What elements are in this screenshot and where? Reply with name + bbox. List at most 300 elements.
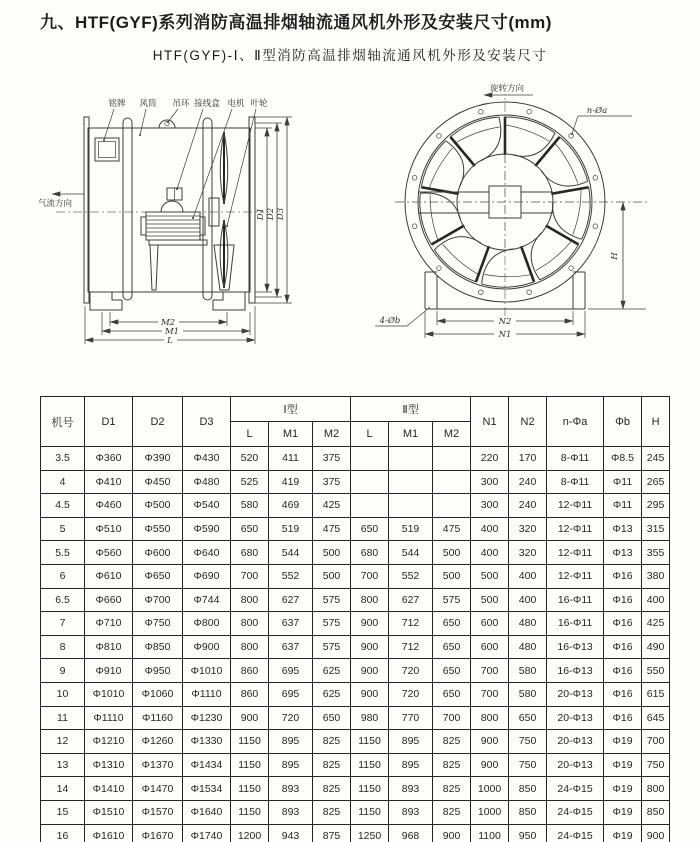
table-cell: Φ390 [133, 447, 183, 471]
table-cell: 469 [269, 494, 313, 518]
dimension-table-body [41, 447, 670, 842]
table-cell: 12 [41, 730, 85, 754]
table-cell: 170 [509, 447, 547, 471]
table-cell: 580 [509, 659, 547, 683]
table-cell: 500 [313, 564, 351, 588]
table-cell: 825 [433, 777, 471, 801]
table-cell: Φ1210 [85, 730, 133, 754]
table-cell: 6.5 [41, 588, 85, 612]
table-cell: 425 [642, 612, 670, 636]
table-cell: 8 [41, 635, 85, 659]
col-header-type2: Ⅱ型 [351, 397, 471, 422]
table-cell: 825 [433, 753, 471, 777]
table-cell: 520 [231, 447, 269, 471]
table-cell: Φ1534 [183, 777, 231, 801]
table-cell: Φ710 [85, 612, 133, 636]
table-cell: 770 [389, 706, 433, 730]
figure-subtitle: HTF(GYF)-Ⅰ、Ⅱ型消防高温排烟轴流通风机外形及安装尺寸 [152, 48, 548, 63]
table-cell: Φ610 [85, 564, 133, 588]
table-row [41, 800, 670, 824]
sub-header-m2-1: M2 [313, 422, 351, 447]
table-cell: Φ1370 [133, 753, 183, 777]
table-cell: 7 [41, 612, 85, 636]
table-cell: 825 [313, 753, 351, 777]
technical-drawing [0, 78, 700, 350]
dim-label-m2: M2 [160, 318, 176, 328]
table-cell: Φ540 [183, 494, 231, 518]
sub-header-l-2: L [351, 422, 389, 447]
table-cell: Φ750 [133, 612, 183, 636]
table-row [41, 777, 670, 801]
table-cell: 895 [389, 753, 433, 777]
part-label-lifting-ring: 吊环 [172, 99, 190, 109]
lifting-ring-part [159, 120, 175, 128]
table-cell: 500 [433, 564, 471, 588]
table-cell: 580 [231, 494, 269, 518]
table-cell: 700 [351, 564, 389, 588]
col-header-n1: N1 [471, 397, 509, 447]
table-cell: 20-Φ13 [547, 730, 604, 754]
sub-header-l-1: L [231, 422, 269, 447]
table-cell: Φ11 [604, 494, 642, 518]
table-cell [351, 470, 389, 494]
table-cell: 850 [509, 800, 547, 824]
table-cell: 240 [509, 470, 547, 494]
table-cell: 950 [509, 824, 547, 842]
junction-box-part [167, 188, 182, 200]
table-cell: 220 [471, 447, 509, 471]
table-cell: 900 [433, 824, 471, 842]
nameplate-part [95, 138, 119, 161]
table-cell: 850 [642, 800, 670, 824]
table-cell: Φ480 [183, 470, 231, 494]
table-cell: Φ1330 [183, 730, 231, 754]
dim-label-d1: D1 [256, 207, 266, 221]
table-cell: 519 [269, 517, 313, 541]
table-cell [433, 470, 471, 494]
foot-holes-label: 4-Øb [379, 316, 401, 326]
table-cell: 712 [389, 612, 433, 636]
table-cell: 645 [642, 706, 670, 730]
table-cell: Φ500 [133, 494, 183, 518]
table-cell: 627 [389, 588, 433, 612]
table-cell: 800 [351, 588, 389, 612]
table-cell: Φ16 [604, 588, 642, 612]
col-header-d1: D1 [85, 397, 133, 447]
table-cell: Φ1310 [85, 753, 133, 777]
table-cell: 575 [313, 635, 351, 659]
rotation-direction-label: 旋转方向 [489, 84, 525, 94]
table-cell: 1150 [231, 730, 269, 754]
table-cell: 295 [642, 494, 670, 518]
table-row [41, 659, 670, 683]
table-cell: 245 [642, 447, 670, 471]
part-label-duct: 风筒 [139, 99, 157, 109]
col-header-d2: D2 [133, 397, 183, 447]
table-cell: Φ1230 [183, 706, 231, 730]
table-cell: 825 [313, 800, 351, 824]
table-cell: Φ600 [133, 541, 183, 565]
table-cell: 500 [313, 541, 351, 565]
table-row [41, 494, 670, 518]
table-cell: 712 [389, 635, 433, 659]
table-cell: 425 [313, 494, 351, 518]
table-cell: 519 [389, 517, 433, 541]
sub-header-m1-2: M1 [389, 422, 433, 447]
table-cell: Φ19 [604, 753, 642, 777]
table-cell: Φ650 [133, 564, 183, 588]
table-cell: 15 [41, 800, 85, 824]
table-cell: 9 [41, 659, 85, 683]
table-cell: 355 [642, 541, 670, 565]
table-cell: Φ1410 [85, 777, 133, 801]
table-cell: 500 [471, 564, 509, 588]
col-header-phi-b: Φb [604, 397, 642, 447]
table-cell: 320 [509, 517, 547, 541]
table-cell [433, 494, 471, 518]
table-cell: 700 [471, 659, 509, 683]
table-cell: Φ744 [183, 588, 231, 612]
table-cell: 475 [313, 517, 351, 541]
table-cell: Φ510 [85, 517, 133, 541]
col-header-n-phi-a: n-Φa [547, 397, 604, 447]
table-cell: 650 [231, 517, 269, 541]
table-cell: 580 [509, 682, 547, 706]
sub-header-m1-1: M1 [269, 422, 313, 447]
table-cell: 893 [389, 800, 433, 824]
table-cell: 411 [269, 447, 313, 471]
front-view-drawing [375, 82, 648, 340]
table-cell: Φ460 [85, 494, 133, 518]
table-cell: 650 [351, 517, 389, 541]
table-cell: 625 [313, 659, 351, 683]
table-row [41, 682, 670, 706]
dim-label-n1: N1 [498, 330, 512, 340]
table-row [41, 470, 670, 494]
table-cell: 900 [351, 612, 389, 636]
table-cell: 800 [231, 588, 269, 612]
table-cell: 895 [269, 730, 313, 754]
table-cell: 1000 [471, 800, 509, 824]
table-cell: 1100 [471, 824, 509, 842]
dim-label-m1: M1 [164, 327, 180, 337]
table-cell: Φ640 [183, 541, 231, 565]
table-cell: 4 [41, 470, 85, 494]
table-cell: 680 [231, 541, 269, 565]
table-cell: Φ16 [604, 706, 642, 730]
dim-label-n2: N2 [498, 317, 512, 327]
col-header-d3: D3 [183, 397, 231, 447]
table-cell: 525 [231, 470, 269, 494]
table-row [41, 447, 670, 471]
table-row [41, 730, 670, 754]
table-cell: Φ950 [133, 659, 183, 683]
table-cell: 20-Φ13 [547, 706, 604, 730]
table-cell: 400 [509, 588, 547, 612]
table-cell: Φ1260 [133, 730, 183, 754]
table-cell: 12-Φ11 [547, 517, 604, 541]
table-cell: 575 [313, 588, 351, 612]
part-label-nameplate: 铭牌 [108, 99, 126, 109]
table-cell: 825 [313, 777, 351, 801]
table-cell: 860 [231, 682, 269, 706]
table-cell: Φ660 [85, 588, 133, 612]
table-cell: Φ13 [604, 541, 642, 565]
part-label-impeller: 叶轮 [250, 99, 268, 109]
table-cell: 475 [433, 517, 471, 541]
table-cell: 900 [351, 682, 389, 706]
table-cell: 900 [642, 824, 670, 842]
table-cell: Φ700 [133, 588, 183, 612]
table-cell: Φ850 [133, 635, 183, 659]
table-cell: 650 [509, 706, 547, 730]
dim-label-l: L [167, 336, 173, 346]
table-cell: 544 [269, 541, 313, 565]
table-row [41, 564, 670, 588]
table-cell: 375 [313, 447, 351, 471]
table-cell: Φ1110 [85, 706, 133, 730]
table-cell: 12-Φ11 [547, 564, 604, 588]
table-cell: Φ550 [133, 517, 183, 541]
table-cell: 575 [313, 612, 351, 636]
table-cell: 480 [509, 635, 547, 659]
table-cell: 1150 [231, 753, 269, 777]
table-cell: 875 [313, 824, 351, 842]
table-cell: 375 [313, 470, 351, 494]
part-label-junction-box: 接线盒 [194, 99, 220, 109]
table-cell: Φ19 [604, 777, 642, 801]
table-cell: 5.5 [41, 541, 85, 565]
table-cell: 895 [269, 753, 313, 777]
table-cell: 1150 [351, 730, 389, 754]
table-cell: 12-Φ11 [547, 494, 604, 518]
table-cell: 650 [433, 635, 471, 659]
table-cell: 893 [269, 800, 313, 824]
table-row [41, 824, 670, 842]
table-cell: 1150 [351, 800, 389, 824]
table-cell: 480 [509, 612, 547, 636]
table-cell: 240 [509, 494, 547, 518]
table-cell: 825 [433, 730, 471, 754]
table-cell: Φ8.5 [604, 447, 642, 471]
table-cell: 12-Φ11 [547, 541, 604, 565]
col-header-type1: Ⅰ型 [231, 397, 351, 422]
table-cell: 980 [351, 706, 389, 730]
table-cell: 637 [269, 612, 313, 636]
table-cell: 300 [471, 494, 509, 518]
table-cell: Φ900 [183, 635, 231, 659]
table-cell: 650 [433, 612, 471, 636]
table-cell: 6 [41, 564, 85, 588]
table-cell: 695 [269, 682, 313, 706]
table-cell: 16-Φ11 [547, 612, 604, 636]
table-cell: 600 [471, 635, 509, 659]
table-cell: Φ1470 [133, 777, 183, 801]
table-cell: 500 [471, 588, 509, 612]
table-cell: 552 [269, 564, 313, 588]
dimension-table [40, 396, 670, 842]
table-cell: Φ1010 [85, 682, 133, 706]
sub-header-m2-2: M2 [433, 422, 471, 447]
table-row [41, 635, 670, 659]
table-cell: Φ810 [85, 635, 133, 659]
table-cell: 490 [642, 635, 670, 659]
table-cell: Φ430 [183, 447, 231, 471]
table-cell: 10 [41, 682, 85, 706]
table-cell: 800 [231, 612, 269, 636]
table-cell: 825 [433, 800, 471, 824]
table-row [41, 753, 670, 777]
table-cell: 900 [471, 730, 509, 754]
col-header-machine-no: 机号 [41, 397, 85, 447]
table-cell: 13 [41, 753, 85, 777]
table-cell: Φ16 [604, 659, 642, 683]
flange-holes-label: n-Øa [586, 106, 608, 116]
table-cell: 900 [471, 753, 509, 777]
table-cell: 400 [642, 588, 670, 612]
table-cell: Φ1010 [183, 659, 231, 683]
table-cell: Φ560 [85, 541, 133, 565]
table-cell: 893 [389, 777, 433, 801]
table-cell: Φ590 [183, 517, 231, 541]
table-row [41, 541, 670, 565]
table-cell: 20-Φ13 [547, 682, 604, 706]
table-cell: Φ19 [604, 824, 642, 842]
table-cell: Φ16 [604, 612, 642, 636]
table-cell: 1150 [351, 777, 389, 801]
table-cell: 720 [389, 682, 433, 706]
dim-label-d3: D3 [276, 207, 286, 221]
table-cell: Φ16 [604, 564, 642, 588]
table-cell: 14 [41, 777, 85, 801]
table-cell: 20-Φ13 [547, 753, 604, 777]
table-cell: 544 [389, 541, 433, 565]
table-cell: 893 [269, 777, 313, 801]
table-cell: 850 [509, 777, 547, 801]
table-cell: 943 [269, 824, 313, 842]
table-cell: 720 [269, 706, 313, 730]
table-cell: 860 [231, 659, 269, 683]
table-cell: Φ1110 [183, 682, 231, 706]
table-cell: 750 [509, 730, 547, 754]
table-cell: 825 [313, 730, 351, 754]
table-cell: Φ19 [604, 800, 642, 824]
table-cell: 419 [269, 470, 313, 494]
table-cell: Φ1060 [133, 682, 183, 706]
table-cell: 650 [433, 682, 471, 706]
table-cell: 1250 [351, 824, 389, 842]
table-cell: 16-Φ13 [547, 659, 604, 683]
table-cell: Φ11 [604, 470, 642, 494]
table-cell: 552 [389, 564, 433, 588]
table-cell: 24-Φ15 [547, 800, 604, 824]
table-cell: 315 [642, 517, 670, 541]
table-cell: Φ16 [604, 635, 642, 659]
table-cell: Φ13 [604, 517, 642, 541]
table-cell: Φ1510 [85, 800, 133, 824]
table-cell: 5 [41, 517, 85, 541]
table-cell: 750 [642, 753, 670, 777]
table-cell: 968 [389, 824, 433, 842]
dim-label-h: H [610, 252, 620, 260]
table-cell: Φ1610 [85, 824, 133, 842]
table-cell: 24-Φ15 [547, 777, 604, 801]
table-cell: Φ360 [85, 447, 133, 471]
table-cell: 265 [642, 470, 670, 494]
table-cell: Φ450 [133, 470, 183, 494]
part-label-motor: 电机 [227, 99, 245, 109]
table-cell: 700 [231, 564, 269, 588]
table-cell [351, 494, 389, 518]
table-cell: 16 [41, 824, 85, 842]
table-cell: 400 [471, 517, 509, 541]
table-cell: 900 [231, 706, 269, 730]
table-cell: Φ16 [604, 682, 642, 706]
page-title: 九、HTF(GYF)系列消防高温排烟轴流通风机外形及安装尺寸(mm) [40, 13, 552, 32]
table-cell: Φ690 [183, 564, 231, 588]
table-cell: 11 [41, 706, 85, 730]
table-cell: 700 [642, 730, 670, 754]
table-cell: 625 [313, 682, 351, 706]
table-cell: Φ1670 [133, 824, 183, 842]
table-cell: 615 [642, 682, 670, 706]
table-row [41, 612, 670, 636]
table-cell: Φ1434 [183, 753, 231, 777]
table-cell: 800 [471, 706, 509, 730]
table-cell: Φ800 [183, 612, 231, 636]
table-cell: 1150 [351, 753, 389, 777]
table-cell: Φ1570 [133, 800, 183, 824]
table-cell: 750 [509, 753, 547, 777]
table-cell: 16-Φ13 [547, 635, 604, 659]
table-cell: 700 [471, 682, 509, 706]
table-cell: 575 [433, 588, 471, 612]
table-cell: 400 [509, 564, 547, 588]
table-cell: 720 [389, 659, 433, 683]
table-cell: 650 [313, 706, 351, 730]
side-view-drawing [38, 98, 292, 346]
table-cell: 1150 [231, 800, 269, 824]
table-cell: 3.5 [41, 447, 85, 471]
impeller-front-part [395, 105, 648, 299]
table-cell: 320 [509, 541, 547, 565]
airflow-direction-label: 气流方向 [38, 199, 73, 209]
table-cell: 8-Φ11 [547, 447, 604, 471]
motor-part [141, 212, 207, 245]
table-cell: Φ1740 [183, 824, 231, 842]
table-row [41, 517, 670, 541]
table-cell: 1150 [231, 777, 269, 801]
table-cell: 8-Φ11 [547, 470, 604, 494]
table-cell: 4.5 [41, 494, 85, 518]
table-cell: Φ19 [604, 730, 642, 754]
table-cell: 380 [642, 564, 670, 588]
table-cell: Φ410 [85, 470, 133, 494]
dim-label-d2: D2 [266, 207, 276, 221]
table-row [41, 588, 670, 612]
table-cell: 695 [269, 659, 313, 683]
table-cell: 600 [471, 612, 509, 636]
table-cell: 550 [642, 659, 670, 683]
table-cell: 680 [351, 541, 389, 565]
col-header-h: H [642, 397, 670, 447]
table-cell: 637 [269, 635, 313, 659]
table-cell: 650 [433, 659, 471, 683]
table-row [41, 706, 670, 730]
col-header-n2: N2 [509, 397, 547, 447]
table-cell: 800 [231, 635, 269, 659]
table-cell [351, 447, 389, 471]
